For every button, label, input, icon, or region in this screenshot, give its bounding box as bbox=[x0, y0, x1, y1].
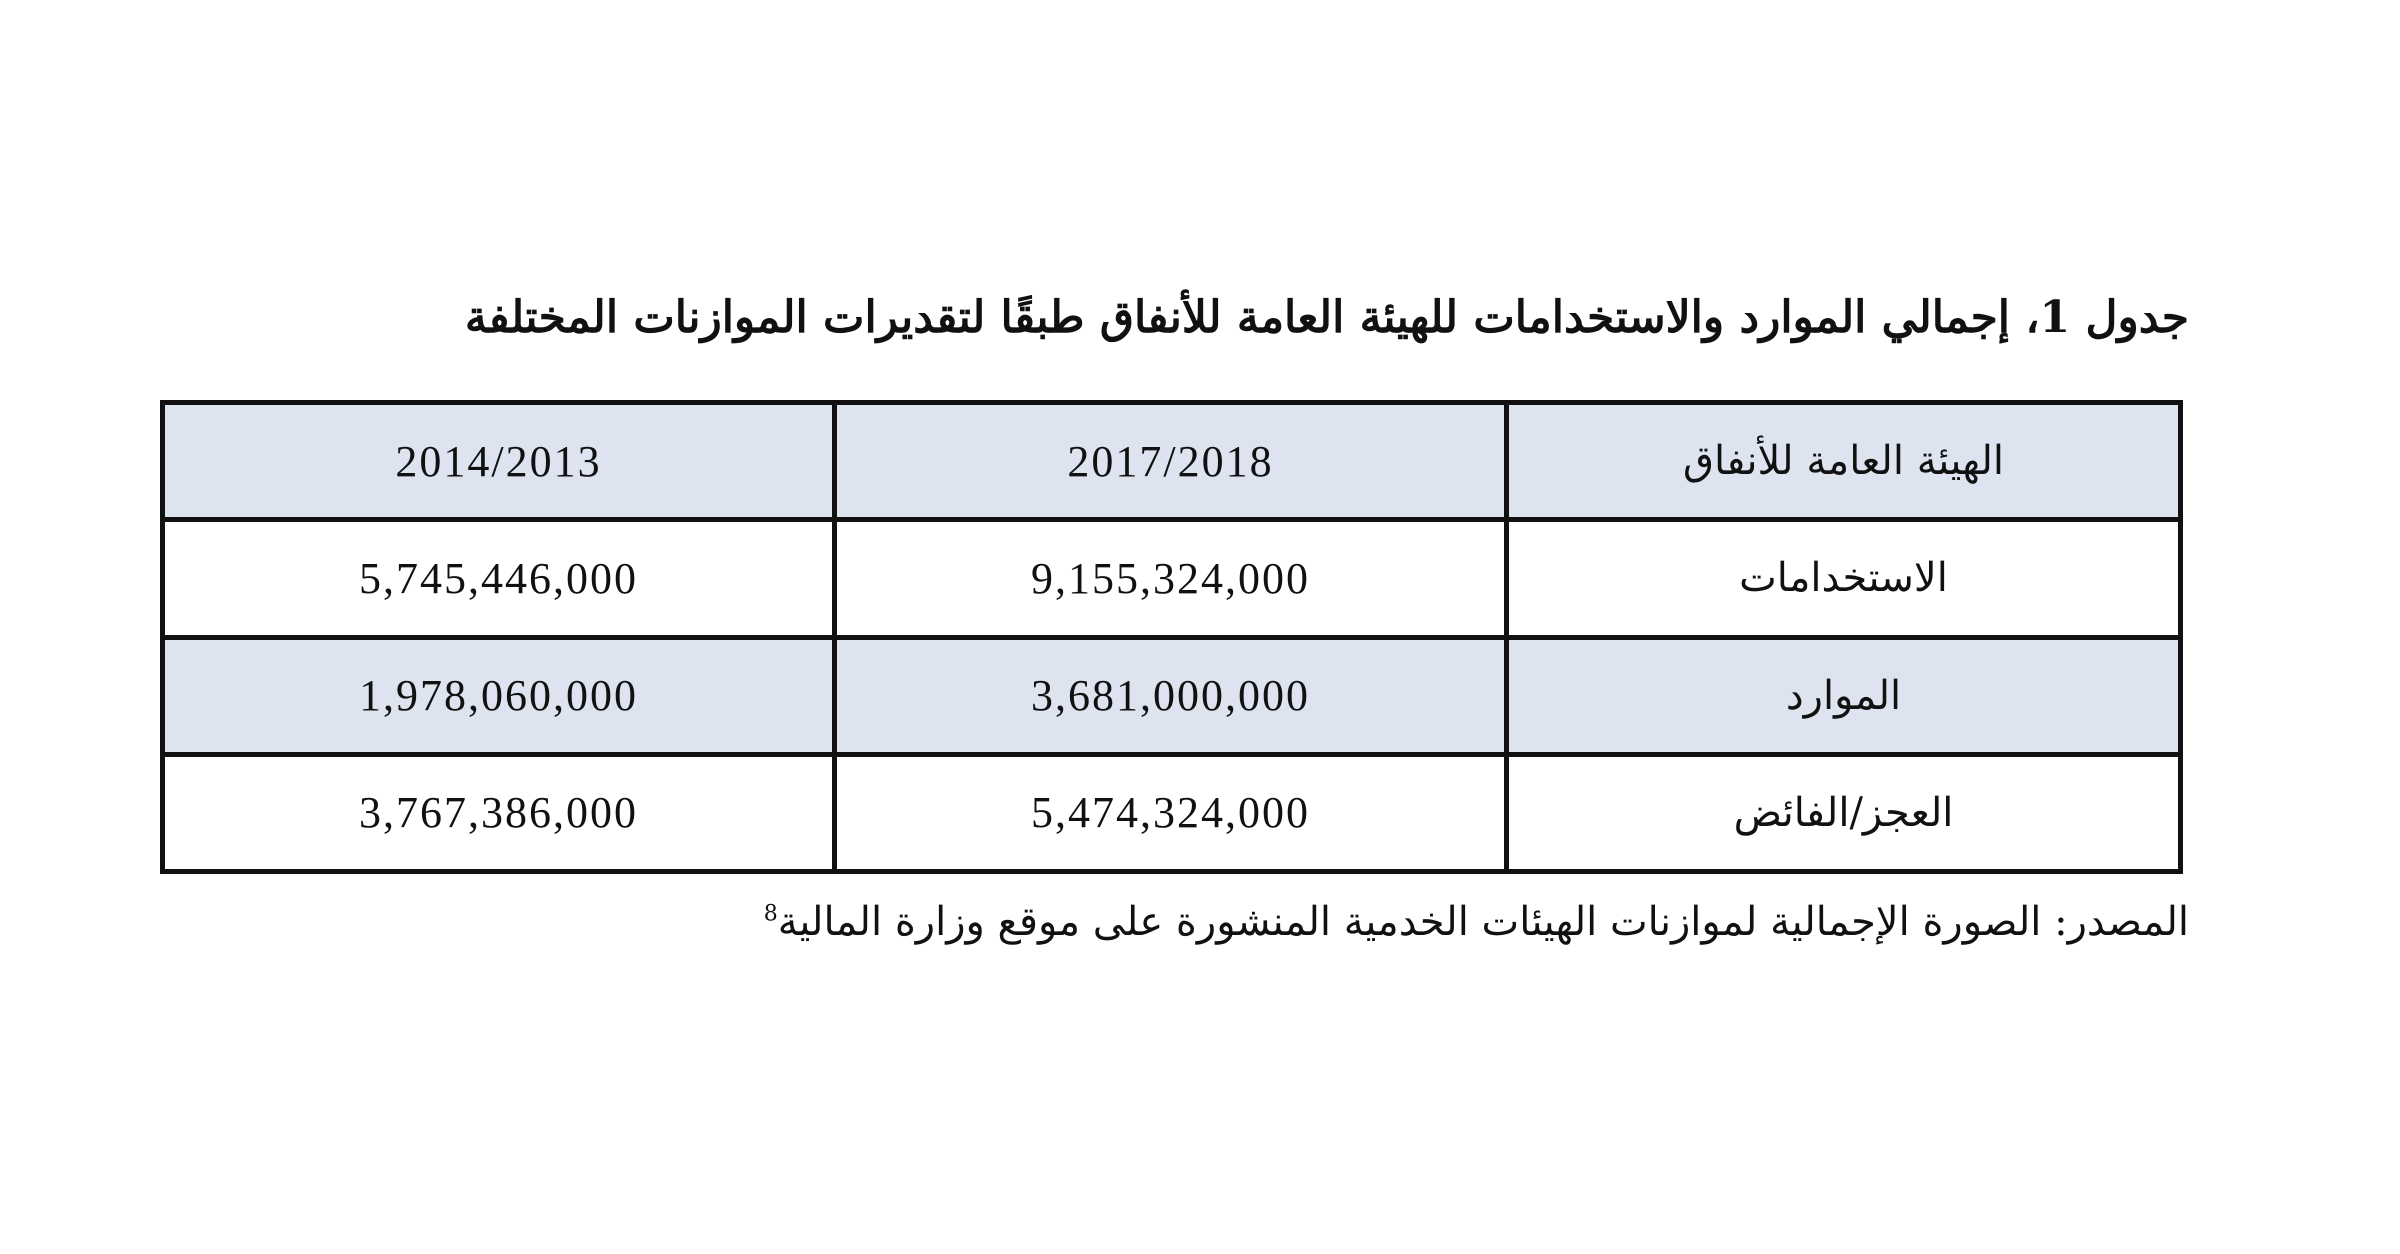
row-value: 5,474,324,000 bbox=[835, 754, 1507, 871]
row-label: الاستخدامات bbox=[1507, 520, 2181, 637]
row-value: 5,745,446,000 bbox=[163, 520, 835, 637]
header-year-2017-2018: 2017/2018 bbox=[835, 403, 1507, 520]
table-caption: جدول 1، إجمالي الموارد والاستخدامات للهيئة العامة للأنفاق طبقًا لتقديرات الموازنات المختلفة bbox=[464, 292, 2189, 343]
row-label: الموارد bbox=[1507, 637, 2181, 754]
row-value: 1,978,060,000 bbox=[163, 637, 835, 754]
budget-table bbox=[160, 400, 2183, 874]
header-label-cell: الهيئة العامة للأنفاق bbox=[1507, 403, 2181, 520]
row-label: العجز/الفائض bbox=[1507, 754, 2181, 871]
header-year-2014-2013: 2014/2013 bbox=[163, 403, 835, 520]
row-value: 3,681,000,000 bbox=[835, 637, 1507, 754]
table-row-resources bbox=[163, 637, 2181, 754]
table-header-row bbox=[163, 403, 2181, 520]
table-row-uses bbox=[163, 520, 2181, 637]
table-row-deficit-surplus bbox=[163, 754, 2181, 871]
source-note bbox=[489, 898, 2189, 946]
row-value: 9,155,324,000 bbox=[835, 520, 1507, 637]
row-value: 3,767,386,000 bbox=[163, 754, 835, 871]
source-text: المصدر: الصورة الإجمالية لموازنات الهيئات الخدمية المنشورة على موقع وزارة المالية bbox=[777, 899, 2189, 945]
footnote-marker: 8 bbox=[763, 901, 778, 927]
